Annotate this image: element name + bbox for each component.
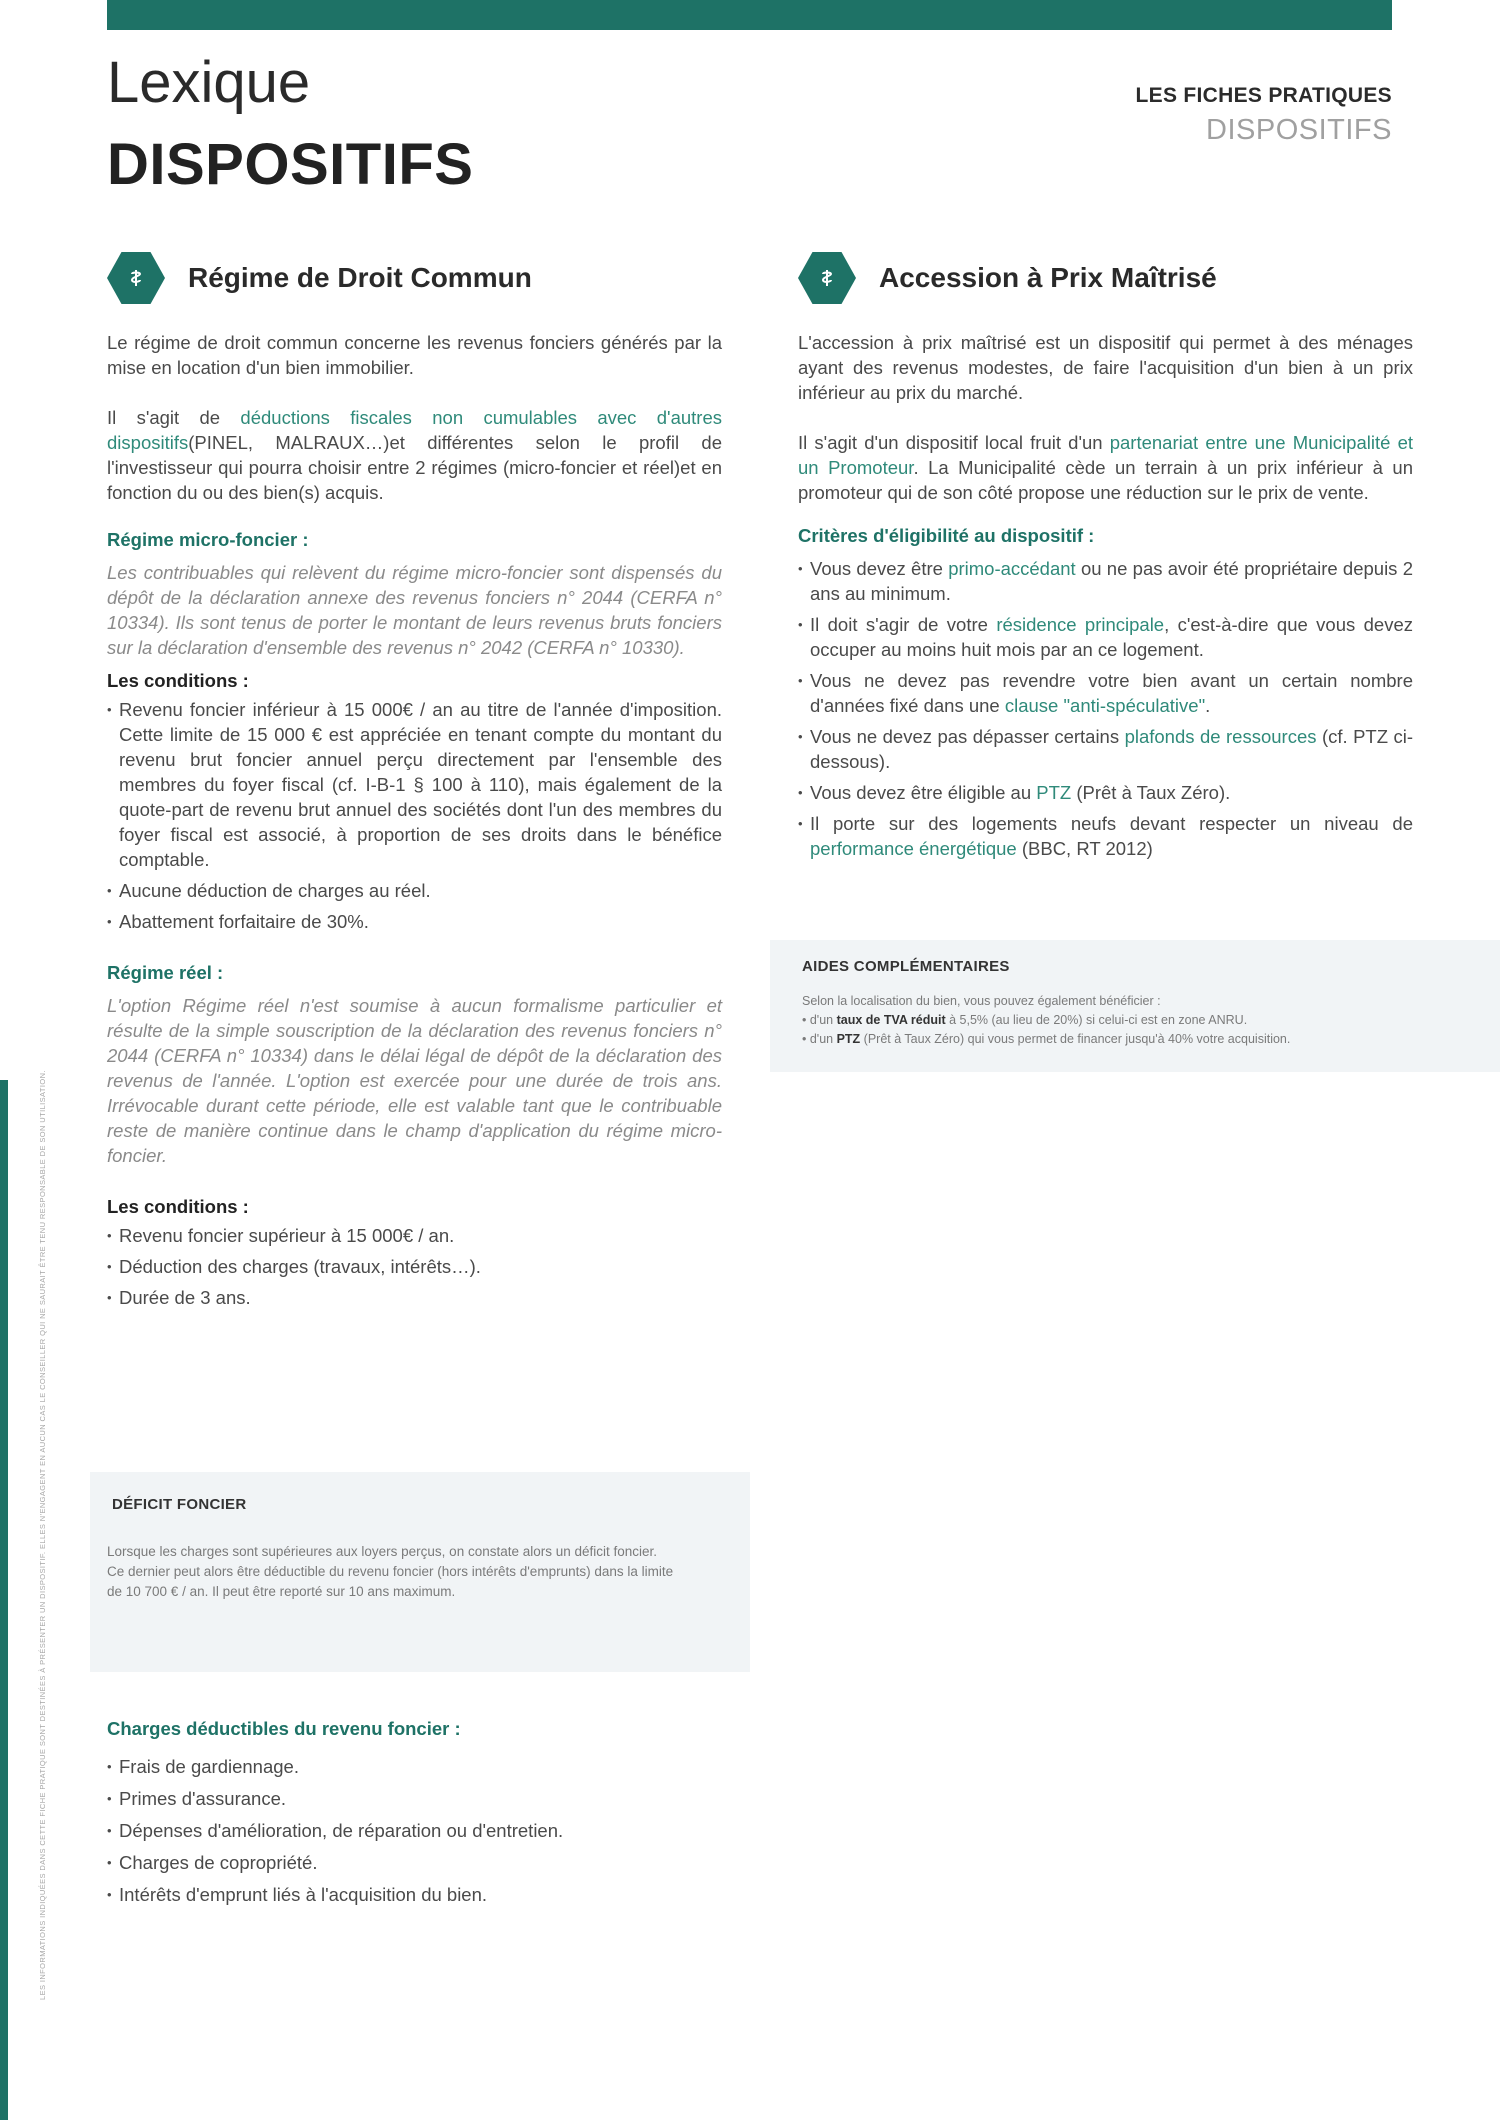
right-intro: L'accession à prix maîtrisé est un dispositif qui permet à des ménages ayant des revenus modestes, de faire l'acquisition d'un bien à un prix inférieur au prix du marché.	[798, 332, 1413, 403]
page-title-light: Lexique	[107, 50, 311, 115]
list-item: • Durée de 3 ans.	[107, 1285, 722, 1310]
list-item: • Revenu foncier inférieur à 15 000€ / an au titre de l'année d'imposition. Cette limite de 15 000 € est appréciée en tenant compte du montant du revenu brut foncier annuel perçu directement par l'ensemble des membres du foyer fiscal (cf. I-B-1 § 100 à 110), mais également de la quote-part de revenu brut annuel des sociétés dont l'un des membres du foyer fiscal est associé, à proportion de ses droits dans le bénéfice comptable.	[107, 697, 722, 872]
list-item: • d'un PTZ (Prêt à Taux Zéro) qui vous permet de financer jusqu'à 40% votre acquisition.	[802, 1032, 1291, 1046]
list-item: • Dépenses d'amélioration, de réparation ou d'entretien.	[107, 1815, 722, 1847]
list-item: • Il doit s'agir de votre résidence principale, c'est-à-dire que vous devez occuper au moins huit mois par an ce logement.	[798, 612, 1413, 662]
list-item: • Déduction des charges (travaux, intérêts…).	[107, 1254, 722, 1279]
fiches-sub: DISPOSITIFS	[1206, 114, 1392, 146]
list-item: • Vous ne devez pas dépasser certains plafonds de ressources (cf. PTZ ci-dessous).	[798, 724, 1413, 774]
conditions-label: Les conditions :	[107, 670, 249, 691]
left-column	[107, 330, 722, 1310]
reel-conditions-list	[107, 1223, 722, 1310]
list-item: • Abattement forfaitaire de 30%.	[107, 909, 722, 934]
list-item: • Intérêts d'emprunt liés à l'acquisition du bien.	[107, 1879, 722, 1911]
right-column	[798, 330, 1413, 861]
aides-text	[802, 992, 1492, 1049]
regime-reel-text: L'option Régime réel n'est soumise à aucun formalisme particulier et résulte de la simple souscription de la déclaration des revenus fonciers n° 2044 (CERFA n° 10334) dans le délai légal de dépôt de la déclaration des revenus de l'année. L'option est exercée pour une durée de trois ans. Irrévocable durant cette période, elle est valable tant que le contribuable reste de manière continue dans le champ d'application du régime micro-foncier.	[107, 995, 722, 1166]
aides-complementaires-box	[770, 940, 1500, 1072]
side-accent-bar	[0, 1080, 8, 2120]
deficit-foncier-box	[90, 1472, 750, 1672]
list-item: • d'un taux de TVA réduit à 5,5% (au lieu de 20%) si celui-ci est en zone ANRU.	[802, 1013, 1248, 1027]
micro-conditions-list	[107, 697, 722, 934]
list-item: • Revenu foncier supérieur à 15 000€ / an.	[107, 1223, 722, 1248]
list-item: • Aucune déduction de charges au réel.	[107, 878, 722, 903]
charges-section	[107, 1716, 722, 1911]
section-title-accession: Accession à Prix Maîtrisé	[879, 262, 1217, 293]
left-intro: Le régime de droit commun concerne les revenus fonciers générés par la mise en location d'un bien immobilier.	[107, 332, 722, 378]
charges-title: Charges déductibles du revenu foncier :	[107, 1718, 461, 1739]
list-item: • Primes d'assurance.	[107, 1783, 722, 1815]
regime-reel-title: Régime réel :	[107, 962, 224, 983]
right-paragraph-2: Il s'agit d'un dispositif local fruit d'un partenariat entre une Municipalité et un Promoteur. La Municipalité cède un terrain à un prix inférieur à un promoteur qui de son côté propose une réduction sur le prix de vente.	[798, 432, 1413, 503]
micro-foncier-title: Régime micro-foncier :	[107, 529, 309, 550]
list-item: • Charges de copropriété.	[107, 1847, 722, 1879]
criteria-title: Critères d'éligibilité au dispositif :	[798, 525, 1095, 546]
page-title-bold: DISPOSITIFS	[107, 132, 474, 197]
deficit-foncier-text: Lorsque les charges sont supérieures aux loyers perçus, on constate alors un déficit foncier. Ce dernier peut alors être déductible du revenu foncier (hors intérêts d'emprunts) dans la limite de 10 700 € / an. Il peut être reporté sur 10 ans maximum.	[107, 1544, 674, 1599]
list-item: • Vous devez être éligible au PTZ (Prêt à Taux Zéro).	[798, 780, 1413, 805]
conditions-label: Les conditions :	[107, 1196, 249, 1217]
deficit-foncier-title: DÉFICIT FONCIER	[112, 1496, 247, 1513]
list-item: • Vous devez être primo-accédant ou ne pas avoir été propriétaire depuis 2 ans au minimum.	[798, 556, 1413, 606]
aides-title: AIDES COMPLÉMENTAIRES	[802, 958, 1010, 975]
highlight-deductions: déductions fiscales non cumulables avec d'autres dispositifs	[107, 407, 722, 453]
section-title-droit-commun: Régime de Droit Commun	[188, 262, 532, 293]
list-item: • Vous ne devez pas revendre votre bien avant un certain nombre d'années fixé dans une clause "anti-spéculative".	[798, 668, 1413, 718]
legal-vertical-note: LES INFORMATIONS INDIQUÉES DANS CETTE FICHE PRATIQUE SONT DESTINÉES À PRÉSENTER UN DISPOSITIF. ELLES N'ENGAGENT EN AUCUN CAS LE CONSEILLER QUI NE SAURAIT ÊTRE TENU RESPONSABLE DE SON UTILISATION.	[38, 1070, 47, 2000]
fiches-header	[1136, 84, 1392, 147]
charges-list	[107, 1751, 722, 1911]
coin-icon	[107, 252, 165, 304]
left-paragraph-2: Il s'agit de déductions fiscales non cumulables avec d'autres dispositifs(PINEL, MALRAUX…)et différentes selon le profil de l'investisseur qui pourra choisir entre 2 régimes (micro-foncier et réel)et en fonction du ou des bien(s) acquis.	[107, 407, 722, 503]
top-accent-bar	[107, 0, 1392, 30]
highlight-partenariat: partenariat entre une Municipalité et un Promoteur	[798, 432, 1413, 478]
list-item: • Il porte sur des logements neufs devant respecter un niveau de performance énergétique (BBC, RT 2012)	[798, 811, 1413, 861]
fiches-label: LES FICHES PRATIQUES	[1135, 84, 1392, 107]
aides-intro: Selon la localisation du bien, vous pouvez également bénéficier :	[802, 994, 1161, 1008]
coin-icon	[798, 252, 856, 304]
micro-foncier-text: Les contribuables qui relèvent du régime micro-foncier sont dispensés du dépôt de la déclaration annexe des revenus fonciers n° 2044 (CERFA n° 10334). Ils sont tenus de porter le montant de leurs revenus bruts fonciers sur la déclaration d'ensemble des revenus n° 2042 (CERFA n° 10330).	[107, 562, 722, 658]
criteria-list	[798, 556, 1413, 861]
list-item: • Frais de gardiennage.	[107, 1751, 722, 1783]
